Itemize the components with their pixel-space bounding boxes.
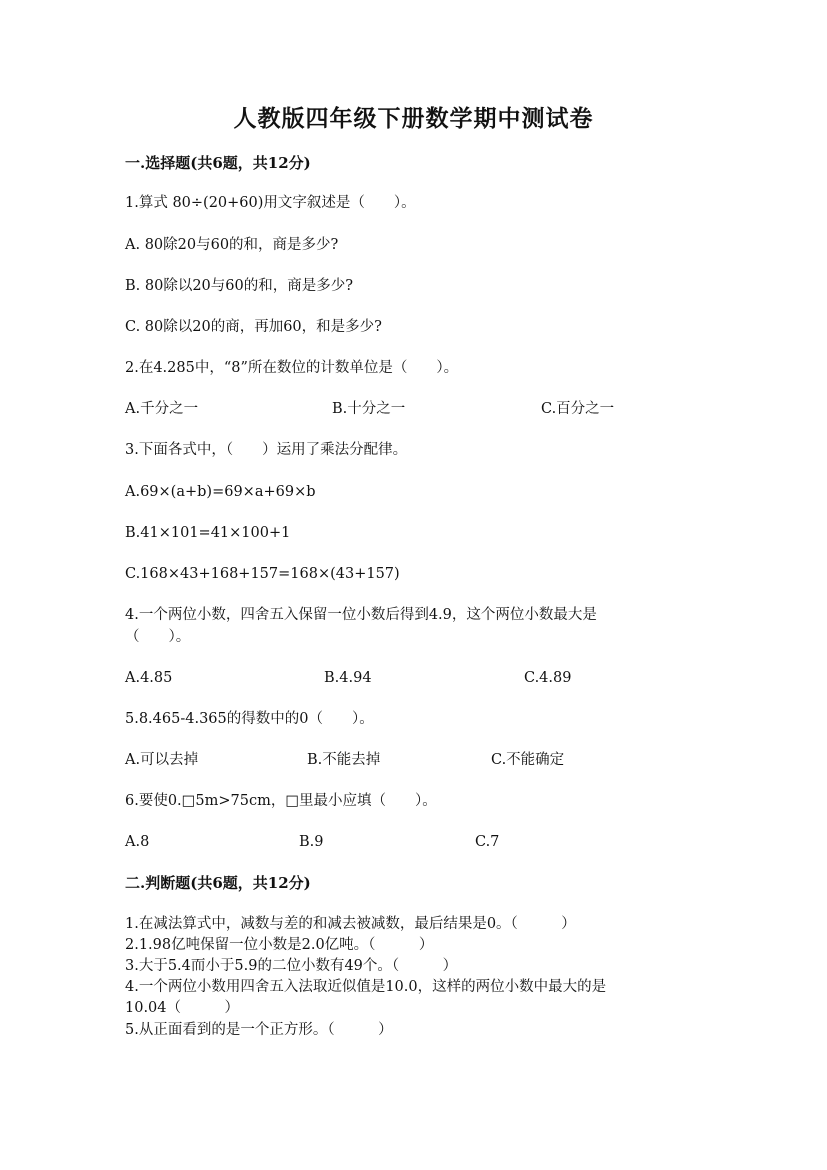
question-5-option-a: A.可以去掉 <box>125 752 199 768</box>
question-5-option-b: B.不能去掉 <box>307 752 381 768</box>
question-1-option-c: C. 80除以20的商，再加60，和是多少? <box>125 319 382 335</box>
question-4-option-c: C.4.89 <box>524 670 572 686</box>
judgment-item-4-line2: 10.04（ ） <box>125 1000 240 1016</box>
judgment-item-4-line1: 4.一个两位小数用四舍五入法取近似值是10.0，这样的两位小数中最大的是 <box>125 979 607 995</box>
judgment-item-1: 1.在减法算式中，减数与差的和减去被减数，最后结果是0。（ ） <box>125 916 576 932</box>
question-2-option-a: A.千分之一 <box>125 401 199 417</box>
page-title: 人教版四年级下册数学期中测试卷 <box>233 105 594 132</box>
judgment-item-3: 3.大于5.4而小于5.9的二位小数有49个。（ ） <box>125 958 458 974</box>
question-4-stem-line2: （ ）。 <box>125 629 191 645</box>
question-4-option-b: B.4.94 <box>324 670 372 686</box>
question-5-option-c: C.不能确定 <box>491 752 565 768</box>
question-1-stem: 1.算式 80÷(20+60)用文字叙述是（ ）。 <box>125 195 416 211</box>
question-2-option-b: B.十分之一 <box>332 401 406 417</box>
question-6-option-a: A.8 <box>125 834 150 850</box>
question-1-option-a: A. 80除20与60的和，商是多少? <box>125 237 339 253</box>
section-heading-choice: 一.选择题(共6题，共12分) <box>125 154 311 172</box>
question-3-option-c: C.168×43+168+157=168×(43+157) <box>125 566 400 582</box>
question-4-stem-line1: 4.一个两位小数，四舍五入保留一位小数后得到4.9，这个两位小数最大是 <box>125 607 597 623</box>
question-5-stem: 5.8.465-4.365的得数中的0（ ）。 <box>125 711 374 727</box>
question-2-stem: 2.在4.285中，“8”所在数位的计数单位是（ ）。 <box>125 360 459 376</box>
question-4-option-a: A.4.85 <box>125 670 173 686</box>
section-heading-judgment: 二.判断题(共6题，共12分) <box>125 874 311 892</box>
question-6-option-c: C.7 <box>475 834 500 850</box>
judgment-item-2: 2.1.98亿吨保留一位小数是2.0亿吨。（ ） <box>125 937 434 953</box>
question-6-stem: 6.要使0.□5m>75cm，□里最小应填（ ）。 <box>125 793 437 809</box>
question-3-stem: 3.下面各式中，（ ）运用了乘法分配律。 <box>125 442 408 458</box>
judgment-item-5: 5.从正面看到的是一个正方形。（ ） <box>125 1022 393 1038</box>
question-1-option-b: B. 80除以20与60的和，商是多少? <box>125 278 353 294</box>
question-2-option-c: C.百分之一 <box>541 401 615 417</box>
question-6-option-b: B.9 <box>299 834 324 850</box>
question-3-option-b: B.41×101=41×100+1 <box>125 525 291 541</box>
question-3-option-a: A.69×(a+b)=69×a+69×b <box>125 484 316 500</box>
